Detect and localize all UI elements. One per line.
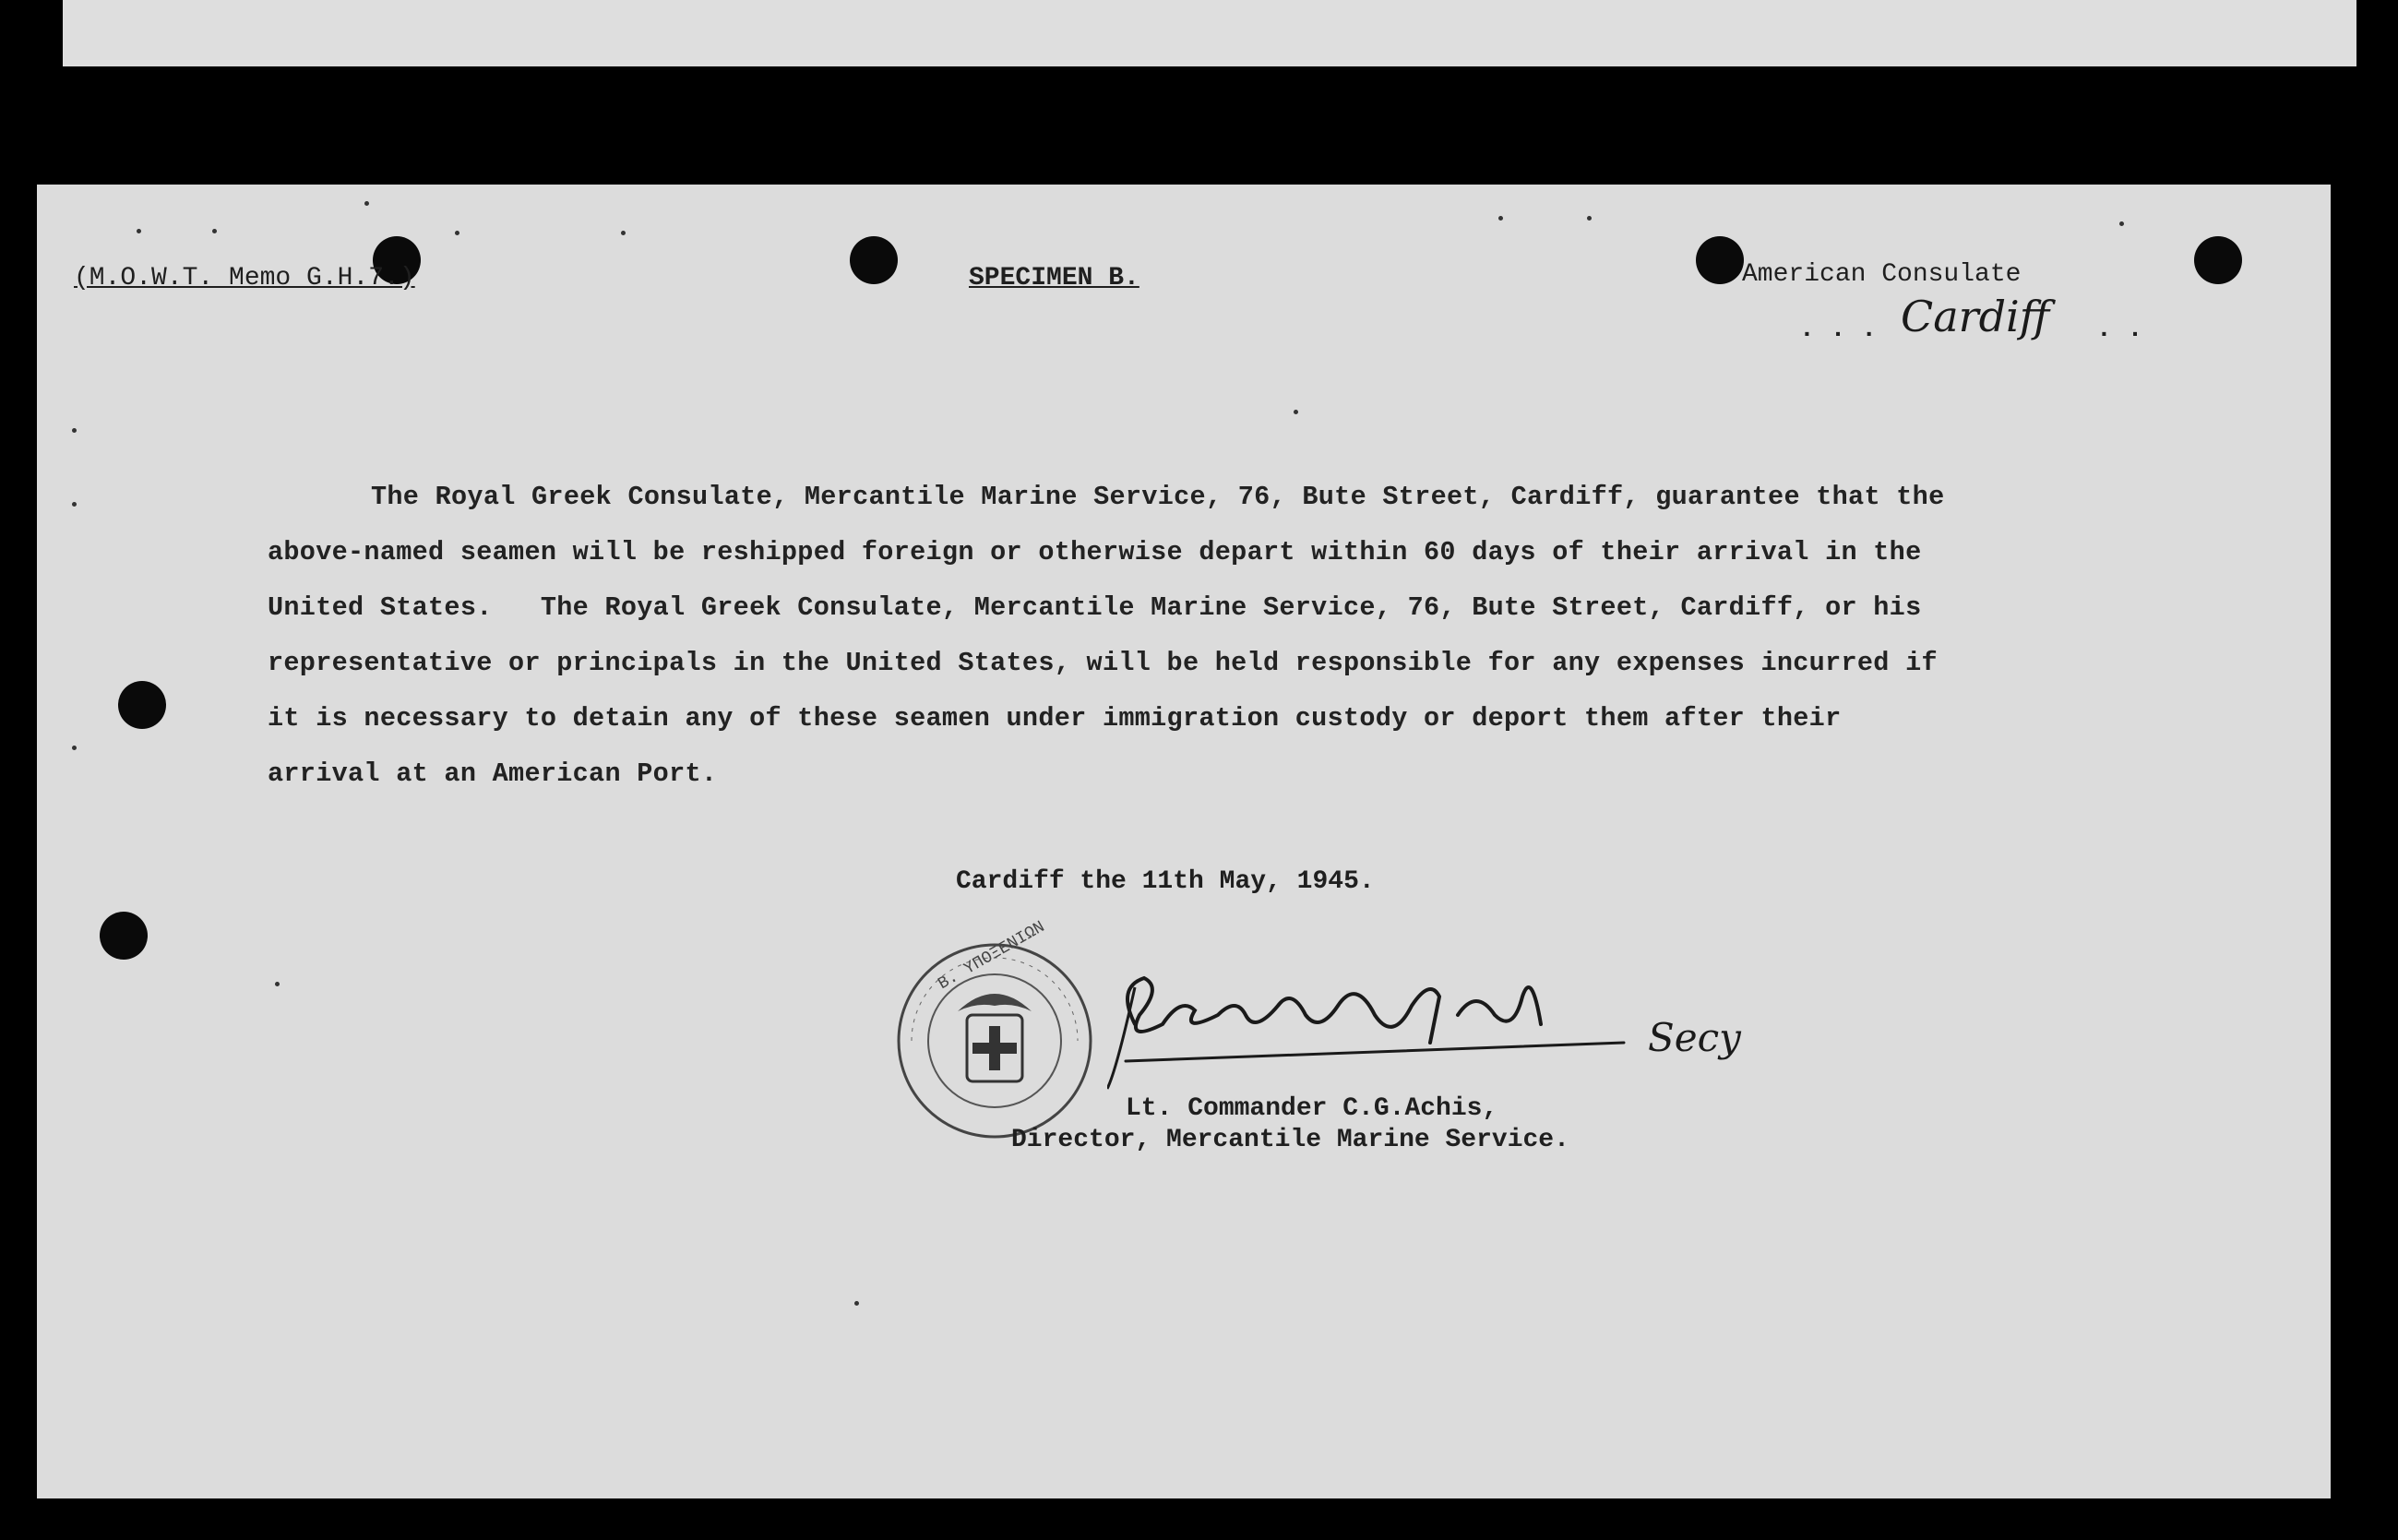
- consulate-label: American Consulate: [1742, 260, 2022, 289]
- crown-icon: [958, 994, 1032, 1011]
- signatory-title: Director, Mercantile Marine Service.: [1011, 1126, 1569, 1154]
- speck: [212, 229, 217, 233]
- speck: [1294, 410, 1298, 414]
- speck: [137, 229, 141, 233]
- body-line-2: above-named seamen will be reshipped foreign or otherwise depart within 60 days of their arrival in the: [268, 537, 1922, 567]
- body-line-3: United States. The Royal Greek Consulate, Mercantile Marine Service, 76, Bute Street, Cardiff, or his: [268, 592, 1922, 623]
- speck: [1498, 216, 1503, 221]
- speck: [854, 1301, 859, 1306]
- signature-suffix: Secy: [1648, 1015, 1741, 1060]
- memo-reference: (M.O.W.T. Memo G.H.7.): [74, 264, 415, 292]
- speck: [72, 428, 77, 433]
- top-film-strip: [63, 0, 2356, 66]
- consulate-city-handwritten: Cardiff: [1901, 292, 2050, 341]
- punch-hole: [850, 236, 898, 284]
- dateline: Cardiff the 11th May, 1945.: [956, 867, 1375, 896]
- speck: [455, 231, 459, 235]
- seal-ring-text: B. ΥΠΟΞΕΝΙΩΝ: [935, 917, 1048, 995]
- body-line-4: representative or principals in the United States, will be held responsible for any expenses incurred if: [268, 648, 1938, 678]
- dotted-leader: . . .: [1799, 316, 1878, 344]
- punch-hole: [2194, 236, 2242, 284]
- body-line-1: The Royal Greek Consulate, Mercantile Marine Service, 76, Bute Street, Cardiff, guarantee that the: [371, 482, 1945, 512]
- speck: [1587, 216, 1592, 221]
- body-line-5: it is necessary to detain any of these seamen under immigration custody or deport them after their: [268, 703, 1842, 734]
- speck: [364, 201, 369, 206]
- speck: [621, 231, 626, 235]
- punch-hole: [1696, 236, 1744, 284]
- dotted-leader: . .: [2096, 316, 2143, 344]
- punch-hole: [100, 912, 148, 960]
- speck: [2119, 221, 2124, 226]
- speck: [72, 502, 77, 507]
- document-page: [37, 185, 2331, 1498]
- speck: [275, 982, 280, 986]
- signatory-name: Lt. Commander C.G.Achis,: [1126, 1094, 1498, 1123]
- specimen-heading: SPECIMEN B.: [969, 264, 1139, 292]
- speck: [72, 746, 77, 750]
- punch-hole: [118, 681, 166, 729]
- body-line-6: arrival at an American Port.: [268, 758, 718, 789]
- consulate-seal: [893, 939, 1096, 1142]
